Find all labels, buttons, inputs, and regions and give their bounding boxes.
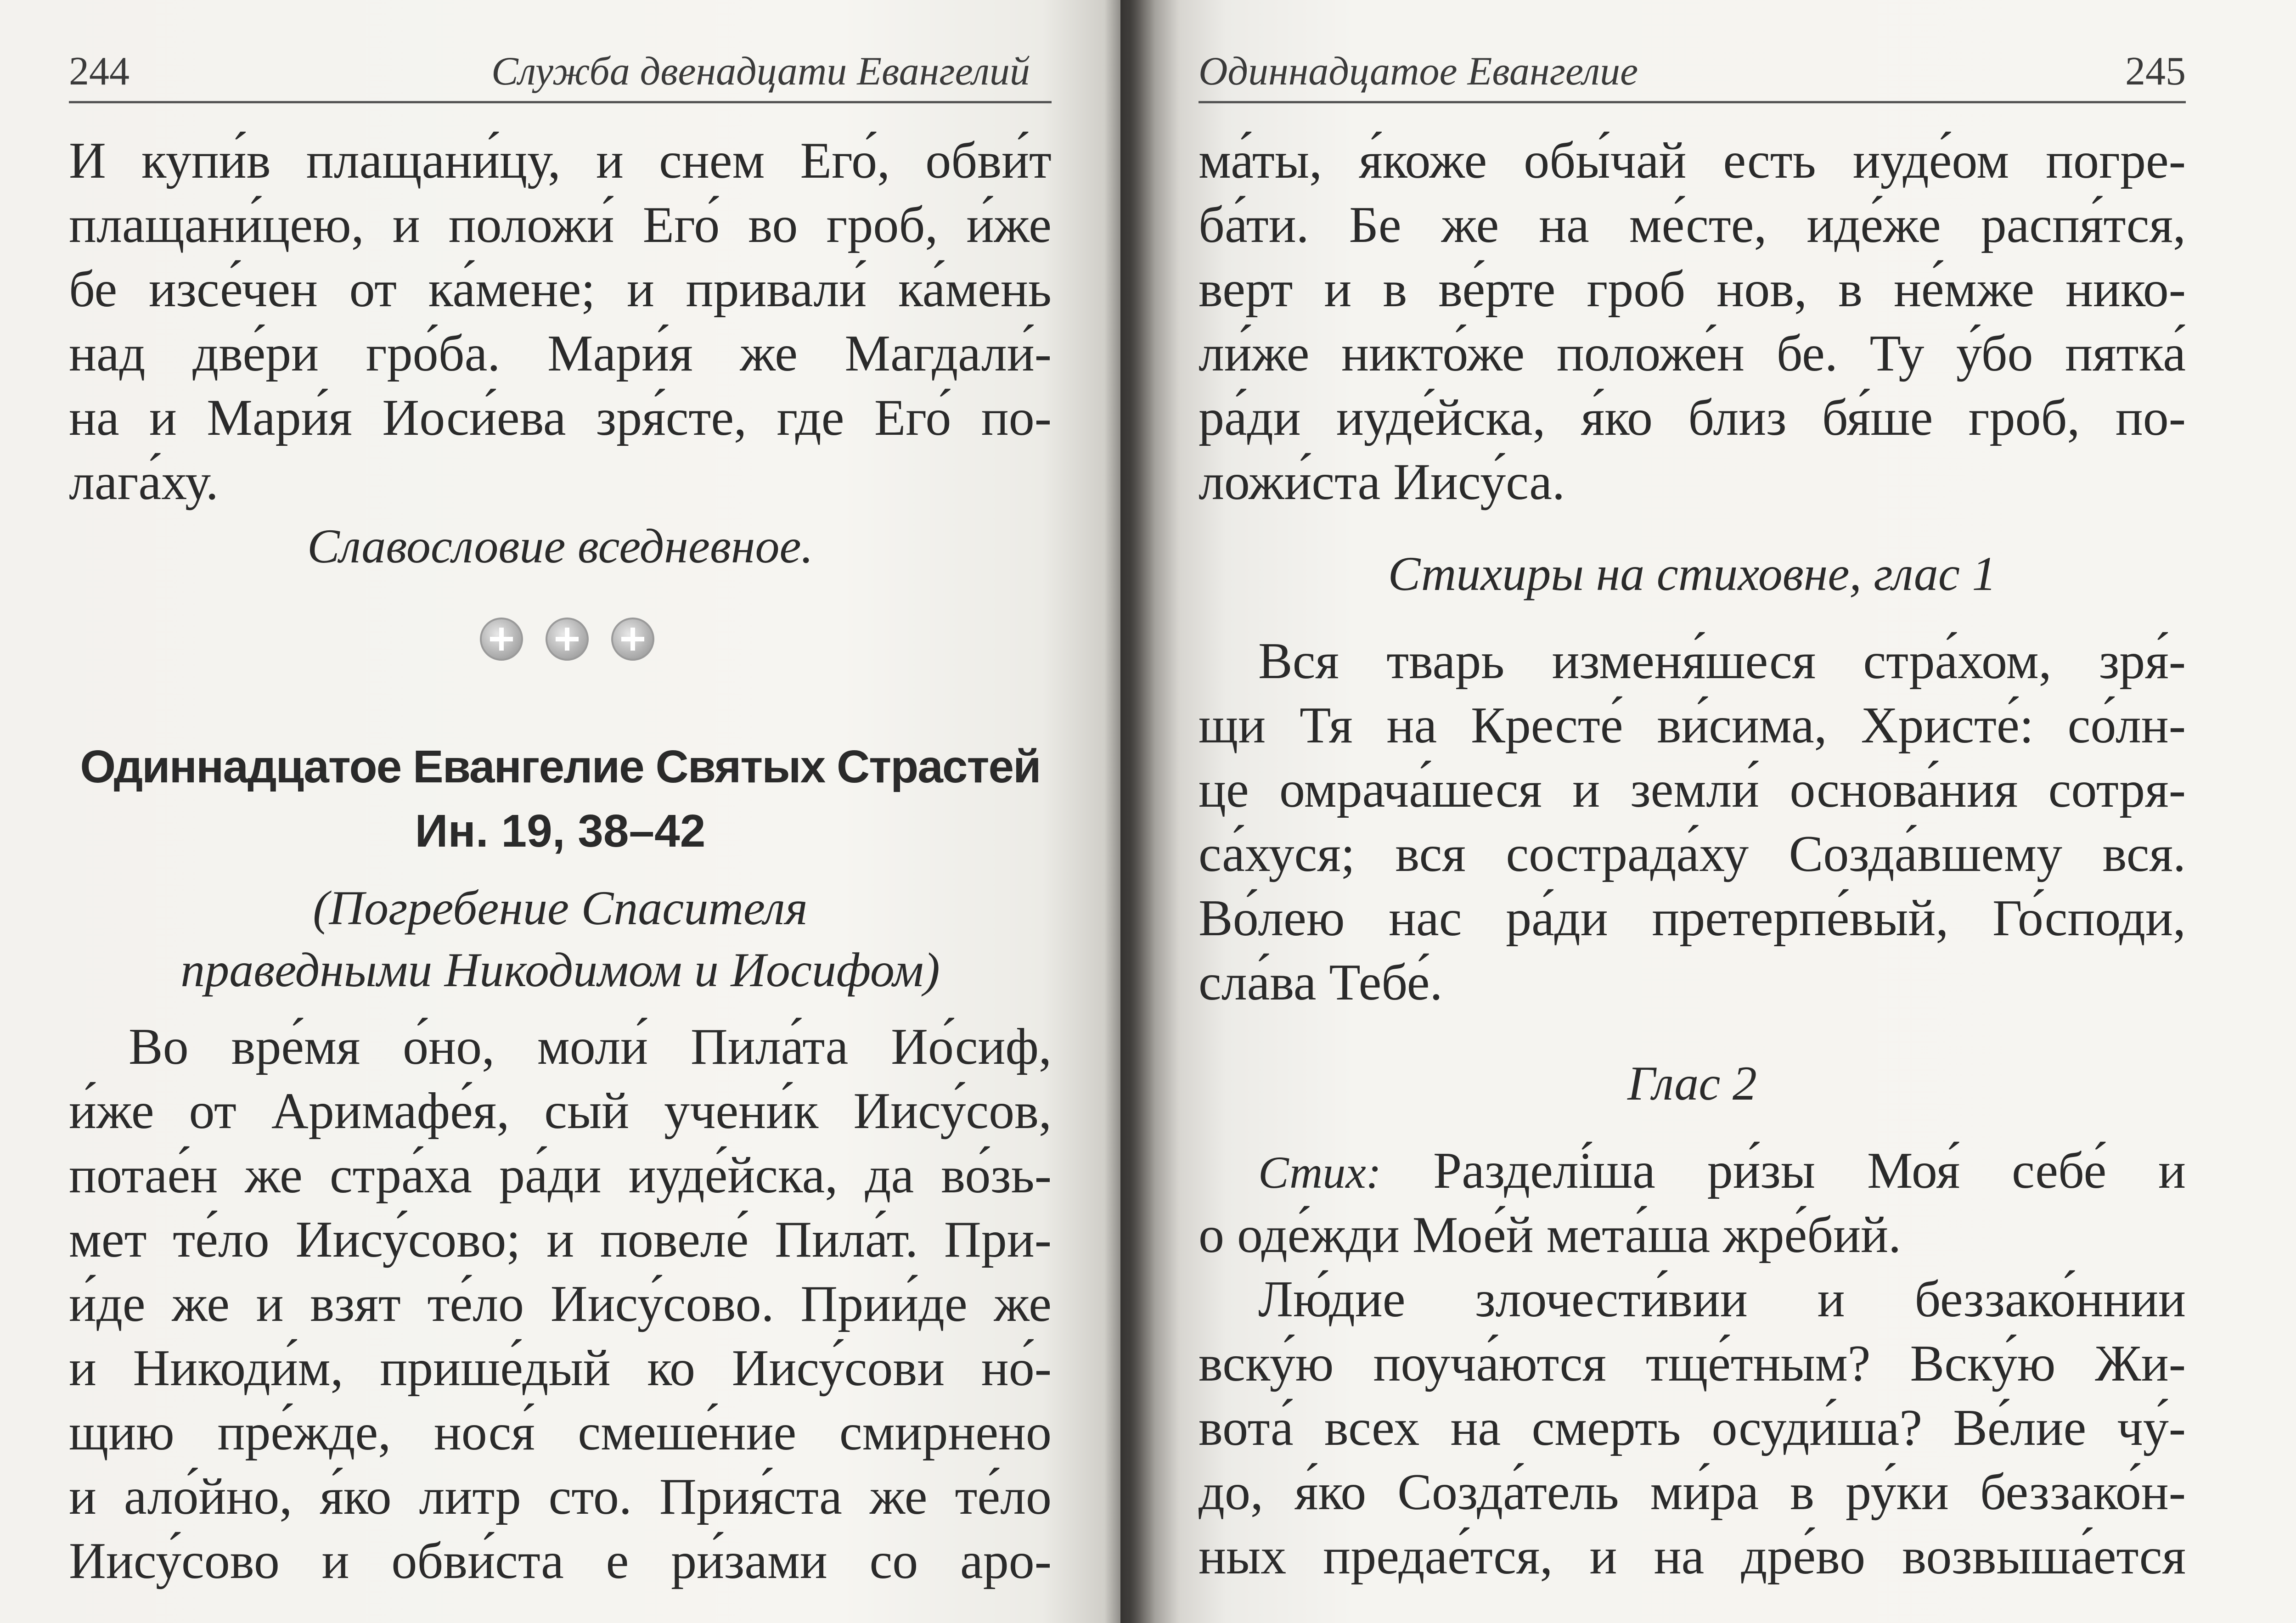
verse: [1199, 1139, 2186, 1267]
ornament-cross-medallion-icon: [480, 618, 523, 661]
ornament-cross-medallion-icon: [546, 618, 589, 661]
continuation-paragraph: [1199, 129, 2186, 514]
gospel-reference: Ин. 19, 38–42: [415, 805, 706, 857]
text-line: сла́ва Тебе́.: [1199, 954, 1443, 1011]
text-line: ных предае́тся, и на дре́во возвыша́ется: [1199, 1528, 2186, 1585]
text-line: Во вре́мя о́но, моли́ Пила́та Ио́сиф,: [129, 1018, 1052, 1075]
running-title: Одиннадцатое Евангелие: [1199, 49, 1638, 94]
text-line: Во́лею нас ра́ди претерпе́вый, Го́споди,: [1199, 890, 2186, 947]
ornament-cross-medallion-icon: [611, 618, 654, 661]
text-line: потае́н же стра́ха ра́ди иуде́йска, да во́зь-: [69, 1147, 1052, 1204]
text-line: це омрача́шеся и земли́ основа́ния сотря-: [1199, 761, 2186, 818]
page-number: 244: [69, 49, 129, 94]
text-line: плащани́цею, и положи́ Его́ во гроб, и́же: [69, 197, 1052, 253]
stichera-1: [1199, 629, 2186, 1015]
text-line: над две́ри гро́ба. Мари́я же Магдали́-: [69, 325, 1052, 382]
text-line: са́хуся; вся сострада́ху Созда́вшему вся.: [1199, 826, 2186, 882]
text-line: бе изсе́чен от ка́мене; и привали́ ка́мень: [69, 261, 1052, 318]
doxology-note: Славословие вседневное.: [307, 519, 814, 573]
text-line: Иису́сово и обви́ста е ри́зами со аро-: [69, 1533, 1052, 1589]
right-page-header: [1199, 41, 2186, 103]
text-line: вота́ всех на смерть осуди́ша? Ве́лие чу́-: [1199, 1399, 2186, 1456]
ornament: [480, 618, 654, 668]
text-line: и Никоди́м, прише́дый ко Иису́сови но́-: [69, 1340, 1052, 1397]
stichera-heading: Стихиры на стиховне, глас 1: [1388, 547, 1997, 601]
text-line: на и Мари́я Иоси́ева зря́сте, где Его́ по-: [69, 389, 1052, 446]
text-line: щи Тя на Кресте́ ви́сима, Христе́: со́лн-: [1199, 697, 2186, 754]
text-line: ба́ти. Бе же на ме́сте, иде́же распя́тся,: [1199, 197, 2186, 253]
text-line: до, я́ко Созда́тель ми́ра в ру́ки беззако́н-: [1199, 1464, 2186, 1521]
running-title: Служба двенадцати Евангелий: [491, 49, 1030, 94]
left-page-header: [69, 41, 1052, 103]
gospel-reading: [69, 1015, 1052, 1593]
text-line: щию пре́жде, нося́ смеше́ние смирнено: [69, 1404, 1052, 1461]
text-line: верт и в ве́рте гроб нов, в не́мже нико-: [1199, 261, 2186, 318]
intro-paragraph: [69, 129, 1052, 514]
section-title: Одиннадцатое Евангелие Святых Страстей: [80, 741, 1041, 792]
verse-label: Стих:: [1258, 1147, 1382, 1198]
left-page: [0, 0, 1120, 1623]
subtitle-line: праведными Никодимом и Иосифом): [180, 943, 940, 997]
text-line: и ало́йно, я́ко литр сто. Прия́ста же те́ло: [69, 1468, 1052, 1525]
text-line: лага́ху.: [69, 454, 219, 511]
text-line: о оде́жди Мое́й мета́ша жре́бий.: [1199, 1207, 1902, 1264]
text-line: ли́же никто́же положе́н бе. Ту у́бо пятка́: [1199, 325, 2186, 382]
right-page: [1120, 0, 2296, 1623]
subtitle: [69, 877, 1052, 1001]
verse-text: Разделі́ша ри́зы Моя́ себе́ и: [1433, 1142, 2186, 1199]
subtitle-line: (Погребение Спасителя: [313, 881, 808, 935]
text-line: Вся тварь изменя́шеся стра́хом, зря́-: [1258, 633, 2186, 690]
text-line: ложи́ста Иису́са.: [1199, 454, 1565, 511]
text-line: И купи́в плащани́цу, и снем Его́, обви́т: [69, 132, 1052, 189]
book-gutter: [1104, 0, 1155, 1623]
text-line: ма́ты, я́коже обы́чай есть иуде́ом погре-: [1199, 132, 2186, 189]
text-line: мет те́ло Иису́сово; и повеле́ Пила́т. При-: [69, 1211, 1052, 1268]
verse-line: [1199, 1139, 2186, 1203]
tone-heading: Глас 2: [1627, 1056, 1757, 1110]
page-number: 245: [2125, 49, 2186, 94]
text-line: и́же от Аримафе́я, сый учени́к Иису́сов,: [69, 1083, 1052, 1140]
text-line: ра́ди иуде́йска, я́ко близ бя́ше гроб, по-: [1199, 389, 2186, 446]
stichera-2: [1199, 1267, 2186, 1589]
text-line: вску́ю поуча́ются тще́тным? Вску́ю Жи-: [1199, 1335, 2186, 1392]
text-line: и́де же и взят те́ло Иису́сово. Прии́де же: [69, 1275, 1052, 1332]
text-line: Лю́дие злочести́вии и беззако́ннии: [1258, 1271, 2186, 1328]
